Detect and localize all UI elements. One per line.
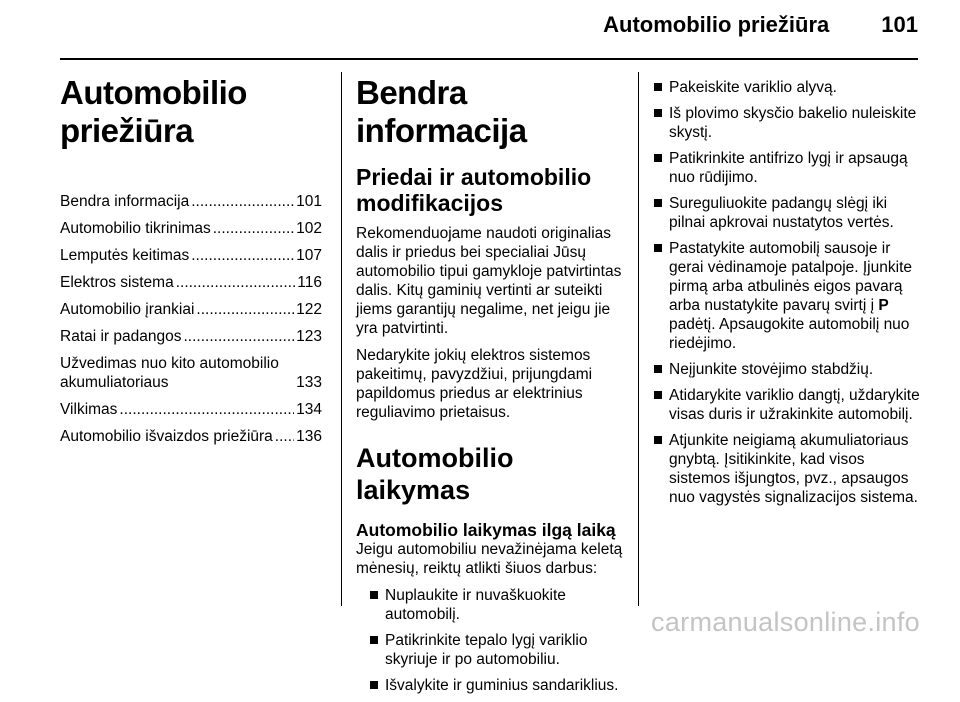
toc-entry-page: 123 (296, 328, 322, 345)
column-divider-1 (341, 72, 342, 606)
subheading-accessories: Priedai ir automobilio modifikacijos (356, 164, 592, 216)
toc-entry-title: Automobilio tikrinimas (60, 220, 211, 237)
storage-checklist (368, 586, 624, 695)
toc-entry-title: Bendra informacija (60, 193, 190, 210)
table-of-contents (60, 192, 322, 446)
toc-leader (191, 246, 294, 265)
list-item: Sureguliuokite padangų slėgį iki pilnai apkrovai nustatytos vertės. (652, 194, 920, 232)
watermark: carmanualsonline.info (651, 607, 920, 637)
toc-entry[interactable] (60, 300, 322, 319)
toc-entry-page: 133 (296, 374, 322, 391)
toc-leader (184, 327, 295, 346)
content-column-middle (356, 72, 624, 702)
toc-entry-page: 116 (297, 274, 322, 291)
page-number: 101 (881, 12, 918, 37)
section-heading-general: Bendra informacija (356, 74, 527, 149)
toc-entry-page: 136 (296, 428, 322, 445)
toc-entry[interactable] (60, 273, 322, 292)
list-item: Pakeiskite variklio alyvą. (652, 78, 920, 97)
toc-entry[interactable] (60, 246, 322, 265)
toc-entry[interactable] (60, 427, 322, 446)
column-divider-2 (638, 72, 639, 606)
list-item-text-tail: padėtį. Apsaugokite automobilį nuo riedėjimo. (669, 316, 910, 352)
toc-entry-title: Automobilio išvaizdos priežiūra (60, 428, 273, 445)
toc-entry[interactable] (60, 400, 322, 419)
toc-leader (191, 192, 294, 211)
running-header-title: Automobilio priežiūra (603, 12, 830, 37)
list-item (652, 239, 920, 353)
list-item: Išvalykite ir guminius sandariklius. (368, 676, 624, 695)
toc-entry-page: 107 (296, 247, 322, 264)
toc-leader (119, 400, 294, 419)
list-item: Patikrinkite tepalo lygį variklio skyriuje ir po automobiliu. (368, 631, 624, 669)
toc-leader (176, 273, 296, 292)
toc-entry-title: Elektros sistema (60, 274, 174, 291)
paragraph: Rekomenduojame naudoti originalias dalis ir priedus bei specialiai Jūsų automobilio tipui gamykloje patvirtintas dalis. Kitų gaminių vertinti ar suteikti jiems garantijų negalime, net jeigu jie yra patvirtinti. (356, 225, 622, 337)
subheading-long-term-storage: Automobilio laikymas ilgą laiką (356, 520, 616, 540)
section-heading-storage: Automobilio laikymas (356, 443, 514, 505)
toc-entry-page: 122 (296, 301, 322, 318)
toc-entry-page: 102 (296, 220, 322, 237)
header-rule (60, 58, 918, 60)
storage-checklist-continued (652, 78, 920, 507)
chapter-title: Automobilio priežiūra (60, 74, 247, 149)
list-item: Iš plovimo skysčio bakelio nuleiskite skystį. (652, 104, 920, 142)
running-header (603, 12, 918, 38)
toc-entry-title: Užvedimas nuo kito automobilio akumuliatoriaus (60, 355, 279, 391)
toc-leader (213, 219, 294, 238)
list-item: Atjunkite neigiamą akumuliatoriaus gnybtą. Įsitikinkite, kad visos sistemos išjungtos, pvz., apsaugos nuo vagystės signalizacijos sistema. (652, 431, 920, 507)
toc-leader (275, 427, 294, 446)
list-item: Nuplaukite ir nuvaškuokite automobilį. (368, 586, 624, 624)
list-item: Patikrinkite antifrizo lygį ir apsaugą nuo rūdijimo. (652, 149, 920, 187)
toc-entry-page: 101 (296, 193, 322, 210)
list-item-text: Pastatykite automobilį sausoje ir gerai vėdinamoje patalpoje. Įjunkite pirmą arba atbulinės eigos pavarą arba nustatykite pavarų svirtį į (669, 240, 912, 314)
paragraph: Nedarykite jokių elektros sistemos pakeitimų, pavyzdžiui, prijungdami papildomus priedus ar elektrinius reguliavimo prietaisus. (356, 347, 593, 421)
list-item: Neįjunkite stovėjimo stabdžių. (652, 360, 920, 379)
toc-entry-page: 134 (296, 401, 322, 418)
content-column-right (652, 72, 920, 514)
gear-letter: P (878, 297, 889, 314)
toc-entry-title: Lemputės keitimas (60, 247, 190, 264)
toc-column (60, 72, 322, 454)
toc-entry-title: Ratai ir padangos (60, 328, 182, 345)
toc-entry-title: Automobilio įrankiai (60, 301, 195, 318)
toc-entry[interactable] (60, 219, 322, 238)
paragraph: Jeigu automobiliu nevažinėjama keletą mėnesių, reiktų atlikti šiuos darbus: (356, 541, 623, 577)
toc-leader (196, 300, 294, 319)
toc-entry[interactable] (60, 192, 322, 211)
toc-entry[interactable] (60, 354, 322, 392)
toc-entry-title: Vilkimas (60, 401, 118, 418)
toc-entry[interactable] (60, 327, 322, 346)
list-item: Atidarykite variklio dangtį, uždarykite visas duris ir užrakinkite automobilį. (652, 386, 920, 424)
